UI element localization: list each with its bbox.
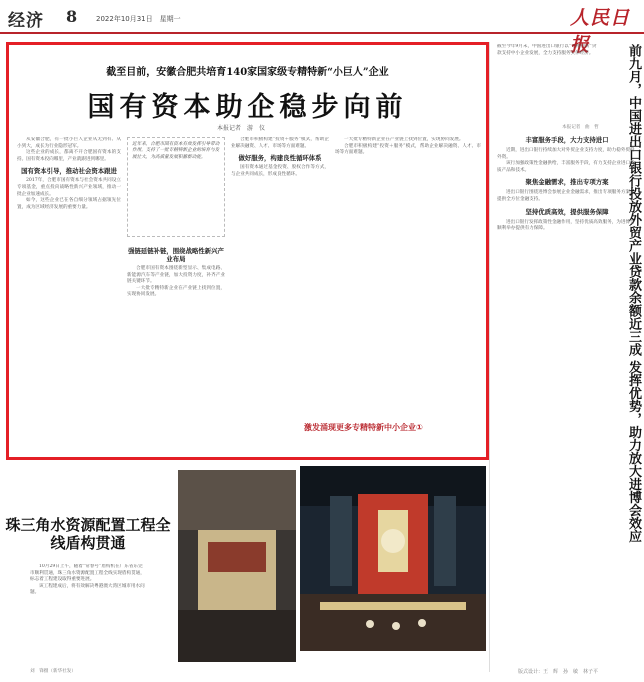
lead-pull-quote: 近年来，合肥市国有资本有效发挥引导带动作用，支持了一批专精特新企业的培育与发展壮大，为高质量发展积蓄新动能。 [127, 137, 225, 237]
bottom-article-title: 珠三角水资源配置工程全线盾构贯通 [5, 516, 171, 552]
paragraph: 近期，进出口银行持续加大对外贸企业支持力度，助力稳外贸稳外资。 [497, 148, 635, 160]
paragraph: 一大批专精特新企业在产业链上找到位置，实现协同发展。 [344, 137, 464, 142]
machinery-image [178, 470, 296, 662]
paragraph: 10月29日上午，随着“常春号”盾构机在广东省东莞市顺利贯通，珠三角水资源配置工程全线实现盾构贯通，标志着工程建设取得重要进展。 [30, 564, 145, 583]
lead-title: 国有资本助企稳步向前 [87, 92, 408, 123]
lead-kicker: 截至目前，安徽合肥共培育140家国家级专精特新“小巨人”企业 [106, 67, 389, 78]
page-number: 8 [66, 7, 78, 26]
column-divider [489, 42, 490, 672]
side-subhead-2: 聚焦金融需求，推出专项方案 [525, 178, 609, 187]
paragraph: 2017年，合肥市国有资本与社会资本共同设立专项基金，重点投向战略性新兴产业领域，推动一批企业加速成长。 [17, 178, 121, 197]
paragraph: 进出口银行发挥政策性金融作用，坚持优质高效服务，为进博会顺利举办提供有力保障。 [497, 219, 635, 232]
side-article-body [497, 132, 637, 662]
series-banner: 激发涌现更多专精特新中小企业① [304, 423, 423, 432]
construction-photo [178, 470, 296, 662]
tunnel-photo [300, 466, 486, 651]
lead-subhead-1: 国有资本引导，推动社会资本跟进 [21, 167, 117, 176]
side-byline: 本报记者 曲 哲 [562, 125, 599, 130]
side-kicker: 截至今年9月末，中国进出口银行以“专精特新”贷款支持中小企业发展，全力支持服务实体经济。 [497, 44, 597, 56]
tunnel-construction-image [300, 466, 486, 651]
lead-subhead-2: 强链延链补链，围绕战略性新兴产业布局 [128, 247, 224, 263]
lead-subhead-3: 做好服务，构建良性循环体系 [238, 154, 322, 163]
paragraph: 从安徽合肥，有一批小巨人企业从无到有、从小到大，成长为行业隐形冠军。 [17, 137, 121, 149]
lead-article-highlight[interactable] [6, 42, 489, 460]
paragraph: 该行加强政策性金融供给，丰富服务手段，有力支持企业进口优质产品和技术。 [497, 161, 635, 173]
side-subhead-3: 坚持优质高效，提供服务保障 [525, 207, 609, 216]
paragraph: 国有资本通过基金投资、股权合作等方式，与企业共同成长，形成良性循环。 [231, 165, 329, 177]
lead-column-2 [127, 243, 225, 453]
side-subhead-1: 丰富服务手段，大力支持进口 [525, 136, 609, 144]
paragraph: 该工程建成后，将有效解决粤港澳大湾区城市用水问题。 [30, 583, 145, 596]
section-name: 经济 [8, 11, 44, 31]
paragraph: 如今，这些企业已在各自细分领域占据领先位置，成为区域经济发展的重要力量。 [17, 198, 121, 210]
paragraph: 这些企业的成长，都离不开合肥国有资本的支持。国有资本投向哪里，产业就跟进到哪里。 [17, 150, 121, 162]
photo-credit: 刘 锋摄（新华社发） [30, 669, 76, 674]
lead-byline: 本报记者 游 仪 [217, 125, 266, 132]
footer-editors: 版式设计：王 辉 孙 敏 林子平 [518, 669, 599, 675]
issue-date: 2022年10月31日 星期一 [96, 15, 181, 23]
side-title: 前九月，中国进出口银行投放外贸产业贷款余额近三成 发挥优势，助力放大进博会效应 [626, 44, 641, 543]
paragraph: 进出口银行围绕进博会参展企业金融需求，推出专项服务方案，提供全方位金融支持。 [497, 190, 635, 202]
lead-column-1 [17, 137, 121, 453]
bottom-article-body [30, 564, 146, 597]
paragraph: 合肥市国有资本围绕新型显示、集成电路、新能源汽车等产业链，加大投资力度，补齐产业链关键环节。 [127, 266, 225, 285]
newspaper-logo: 人民日报 [570, 7, 631, 56]
lead-column-4 [335, 137, 481, 417]
paragraph: 合肥市积极构建“投资＋服务”模式，帮助企业解决融资、人才、市场等方面难题。 [335, 143, 481, 156]
paragraph: 合肥市积极构建“投资＋服务”模式，帮助企业解决融资、人才、市场等方面难题。 [231, 137, 329, 149]
paragraph: 一大批专精特新企业在产业链上找到位置，实现协同发展。 [127, 285, 225, 298]
lead-column-3 [231, 137, 329, 453]
